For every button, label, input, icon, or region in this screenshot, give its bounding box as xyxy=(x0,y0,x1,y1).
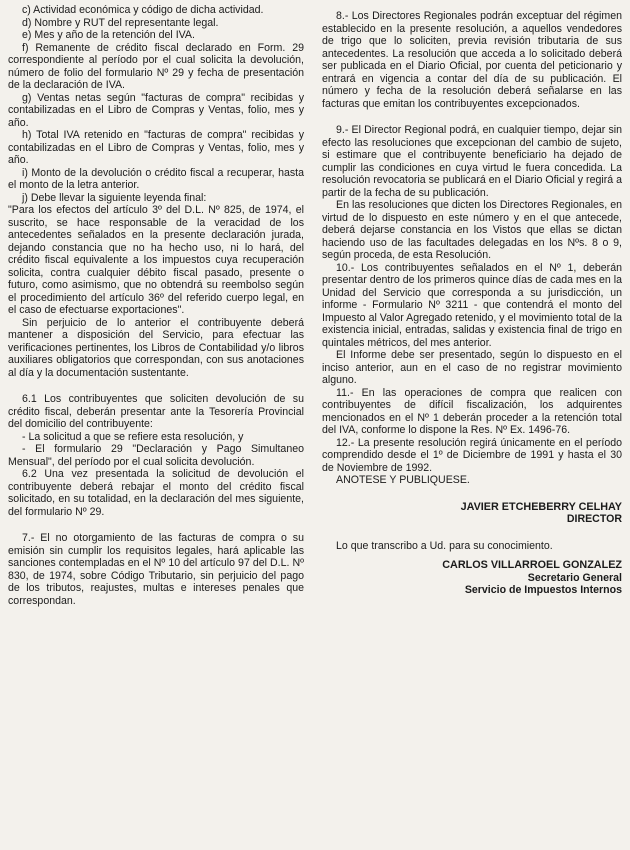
paragraph-6-2: 6.2 Una vez presentada la solicitud de devolución el contribuyente deberá rebajar el monto del crédito fiscal solicitado, en su totalidad, en la declaración del mes siguiente, del formulario Nº 29. xyxy=(8,468,304,518)
paragraph-f: f) Remanente de crédito fiscal declarado en Form. 29 correspondiente al período por el cual solicita la devolución, número de folio del formulario Nº 29 y fecha de presentación de la declaración de IVA. xyxy=(8,41,304,91)
right-column xyxy=(322,4,622,597)
spacer xyxy=(322,487,622,501)
paragraph-e: e) Mes y año de la retención del IVA. xyxy=(22,29,195,41)
paragraph-j: j) Debe llevar la siguiente leyenda final: xyxy=(22,191,207,204)
anotese-publiquese: ANOTESE Y PUBLIQUESE. xyxy=(336,474,470,486)
paragraph-6-1-item-1: - La solicitud a que se refiere esta resolución, y xyxy=(22,430,244,443)
paragraph-12: 12.- La presente resolución regirá únicamente en el período comprendido desde el 1º de Diciembre de 1991 y hasta el 30 de Noviembre de 1992. xyxy=(322,436,622,474)
secretary-name: CARLOS VILLARROEL GONZALEZ xyxy=(442,558,622,571)
paragraph-8: 8.- Los Directores Regionales podrán exceptuar del régimen establecido en la presente resolución, a aquellos vendedores de trigo que lo soliciten, previa revisión tributaria de sus antecedentes. La resolución que acceda a lo solicitado deberá ser publicada en el Diario Oficial, por cuenta del peticionario y entrará en vigencia a contar del día de su publicación. El número y fecha de la resolución deberá señalarse en las facturas que emitan los contribuyentes excepcionados. xyxy=(322,10,622,110)
secretary-title: Secretario General xyxy=(527,571,622,584)
paragraph-9-cont: En las resoluciones que dicten los Directores Regionales, en virtud de lo dispuesto en este número y en el que antecede, deberá dejarse constancia en los Vistos que ellas se dictan haciendo uso de las facultades delegadas en los Nºs. 8 o 9, según proceda, de esta Resolución. xyxy=(322,199,622,261)
paragraph-11: 11.- En las operaciones de compra que realicen con contribuyentes de difícil fiscalización, los adquirentes mencionados en el Nº 1 deberán proceder a la retención total del IVA, conforme lo dispone la Res. Nº Ex. 1496-76. xyxy=(322,386,622,436)
director-name: JAVIER ETCHEBERRY CELHAY xyxy=(460,500,622,513)
paragraph-g: g) Ventas netas según "facturas de compra" recibidas y contabilizadas en el Libro de Compras y Ventas, folio, mes y año. xyxy=(8,91,304,129)
paragraph-h: h) Total IVA retenido en "facturas de compra" recibidas y contabilizadas en el Libro de Compras y Ventas, folio, mes y año. xyxy=(8,129,304,166)
secretary-org: Servicio de Impuestos Internos xyxy=(464,584,622,597)
paragraph-7: 7.- El no otorgamiento de las facturas de compra o su emisión sin cumplir los requisitos legales, hará aplicable las sanciones contempladas en el Nº 10 del artículo 97 del D.L. Nº 830, de 1974, sobre Código Tributario, sin perjuicio del pago de los tributos, reajustes, multas e intereses penales que correspondan. xyxy=(8,532,304,607)
paragraph-9: 9.- El Director Regional podrá, en cualquier tiempo, dejar sin efecto las resoluciones que excepcionan del cambio de sujeto, si estimare que el contribuyente beneficiario ha dejado de cumplir las condiciones en cuya virtud le fuera concedida. La resolución revocatoria se publicará en el Diario Oficial y regirá a partir de la fecha de su publicación. xyxy=(322,124,622,199)
spacer xyxy=(8,518,304,532)
legend-quote: "Para los efectos del artículo 3º del D.L. Nº 825, de 1974, el suscrito, se hace responsable de la veracidad de los antecedentes señalados en la presente declaración jurada, dejando constancia que no ha hecho uso, ni lo hará, del crédito fiscal equivalente a los impuestos cuya recuperación solicita, contra cualquier débito fiscal pasado, presente o futuro, como asimismo, que no obtendrá su reembolso según el procedimiento del artículo 36º del referido cuerpo legal, en el caso de efectuarse exportaciones". xyxy=(8,204,304,316)
paragraph-10-cont: El Informe debe ser presentado, según lo dispuesto en el inciso anterior, aun en el caso de no registrar movimiento alguno. xyxy=(322,349,622,386)
paragraph-c: c) Actividad económica y código de dicha actividad. xyxy=(22,4,264,16)
paragraph-d: d) Nombre y RUT del representante legal. xyxy=(22,16,219,29)
paragraph-6-1-item-2: - El formulario 29 "Declaración y Pago Simultaneo Mensual", del período por el cual solicita devolución. xyxy=(8,443,304,468)
left-column xyxy=(8,4,304,607)
signature-secretary xyxy=(322,559,622,597)
spacer xyxy=(322,526,622,540)
signature-director xyxy=(322,501,622,527)
paragraph-i: i) Monto de la devolución o crédito fiscal a recuperar, hasta el monto de la letra anterior. xyxy=(8,166,304,191)
paragraph-10: 10.- Los contribuyentes señalados en el Nº 1, deberán presentar dentro de los primeros quince días de cada mes en la Unidad del Servicio que corresponda a su jurisdicción, un informe - Formulario Nº 3211 - que contendrá el monto del Impuesto al Valor Agregado retenido, y el movimiento total de la existencia inicial, entradas, salidas y existencia final de trigo en quintales métricos, del mes anterior. xyxy=(322,261,622,349)
closing-line: Lo que transcribo a Ud. para su conocimiento. xyxy=(336,540,553,553)
director-title: DIRECTOR xyxy=(566,513,622,526)
paragraph-sin-perjuicio: Sin perjuicio de lo anterior el contribuyente deberá mantener a disposición del Servicio, para efectuar las verificaciones pertinentes, los Libros de Contabilidad y/o libros auxiliares obligatorios que correspondan, con sus anotaciones al día y la documentación sustentante. xyxy=(8,316,304,379)
spacer xyxy=(8,379,304,393)
paragraph-6-1: 6.1 Los contribuyentes que soliciten devolución de su crédito fiscal, deberán presentar ante la Tesorería Provincial del domicilio del contribuyente: xyxy=(8,393,304,430)
spacer xyxy=(322,110,622,124)
